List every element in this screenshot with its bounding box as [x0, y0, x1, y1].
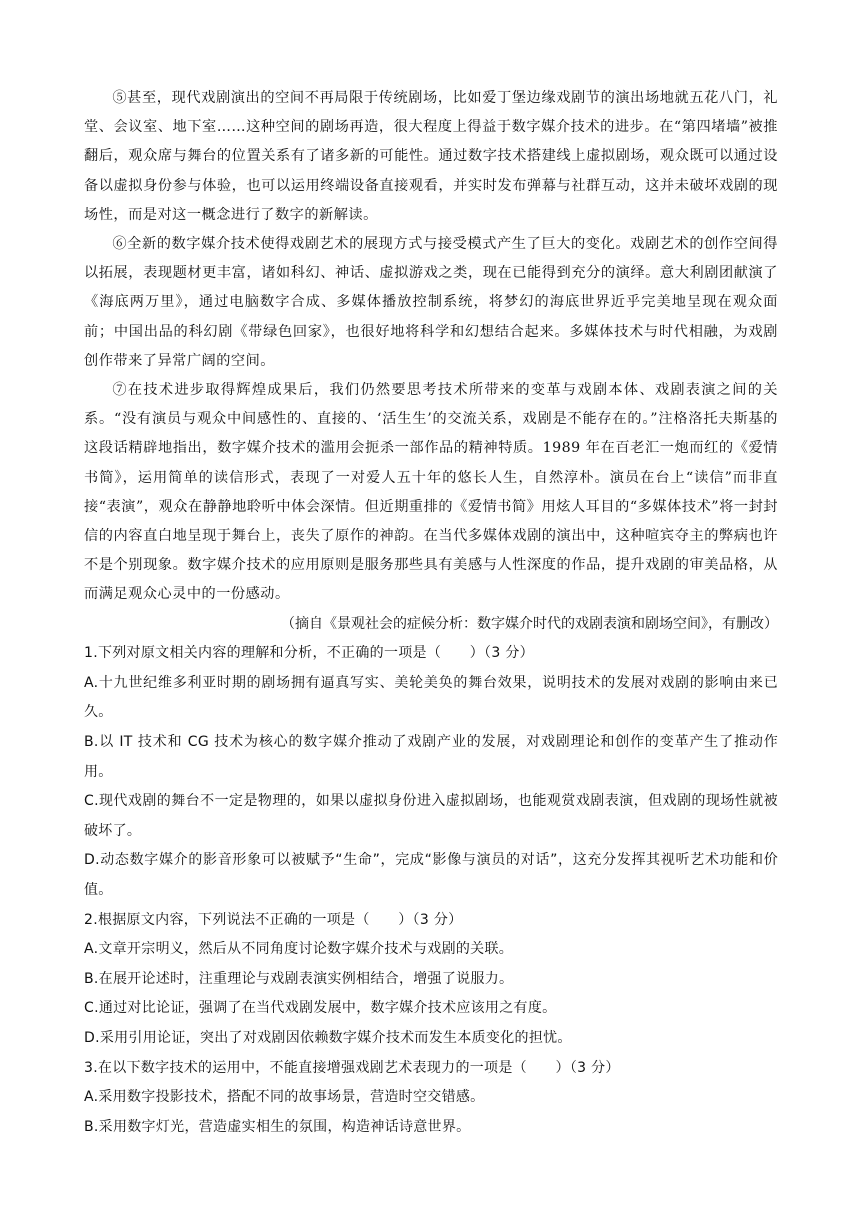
question-1-option-d: D.动态数字媒介的影音形象可以被赋予“生命”，完成“影像与演员的对话”，这充分发挥其视听艺术功能和价值。	[84, 852, 778, 898]
question-2-option-a: A.文章开宗明义，然后从不同角度讨论数字媒介技术与戏剧的关联。	[84, 941, 514, 958]
question-1-stem: 1.下列对原文相关内容的理解和分析，不正确的一项是（ ）（3 分）	[84, 645, 534, 662]
question-1-option-c: C.现代戏剧的舞台不一定是物理的，如果以虚拟身份进入虚拟剧场，也能观赏戏剧表演，但戏剧的现场性就被破坏了。	[84, 793, 778, 839]
question-2-option-d: D.采用引用论证，突出了对戏剧因依赖数字媒介技术而发生本质变化的担忧。	[84, 1029, 572, 1046]
question-2-option-c: C.通过对比论证，强调了在当代戏剧发展中，数字媒介技术应该用之有度。	[84, 1000, 557, 1017]
question-1-option-a: A.十九世纪维多利亚时期的剧场拥有逼真写实、美轮美奂的舞台效果，说明技术的发展对戏剧的影响由来已久。	[84, 674, 778, 721]
source-citation: （摘自《景观社会的症候分析：数字媒介时代的戏剧表演和剧场空间》，有删改）	[281, 615, 778, 632]
question-3-option-b: B.采用数字灯光，营造虚实相生的氛围，构造神话诗意世界。	[84, 1118, 471, 1135]
question-3-stem: 3.在以下数字技术的运用中，不能直接增强戏剧艺术表现力的一项是（ ）（3 分）	[84, 1059, 620, 1076]
question-3-option-a: A.采用数字投影技术，搭配不同的故事场景，营造时空交错感。	[84, 1089, 485, 1106]
question-1-option-b: B.以 IT 技术和 CG 技术为核心的数字媒介推动了戏剧产业的发展，对戏剧理论和创作的变革产生了推动作用。	[84, 734, 778, 780]
document-page	[84, 84, 778, 1142]
question-2-stem: 2.根据原文内容，下列说法不正确的一项是（ ）（3 分）	[84, 911, 463, 928]
paragraph-6: ⑥全新的数字媒介技术使得戏剧艺术的展现方式与接受模式产生了巨大的变化。戏剧艺术的创作空间得以拓展，表现题材更丰富，诸如科幻、神话、虚拟游戏之类，现在已能得到充分的演绎。意大利剧团献演了《海底两万里》，通过电脑数字合成、多媒体播放控制系统，将梦幻的海底世界近乎完美地呈现在观众面前；中国出品的科幻剧《带绿色回家》，也很好地将科学和幻想结合起来。多媒体技术与时代相融，为戏剧创作带来了异常广阔的空间。	[84, 236, 778, 369]
question-2-option-b: B.在展开论述时，注重理论与戏剧表演实例相结合，增强了说服力。	[84, 970, 514, 987]
paragraph-5: ⑤甚至，现代戏剧演出的空间不再局限于传统剧场，比如爱丁堡边缘戏剧节的演出场地就五花八门，礼堂、会议室、地下室……这种空间的剧场再造，很大程度上得益于数字媒介技术的进步。在“第四堵墙”被推翻后，观众席与舞台的位置关系有了诸多新的可能性。通过数字技术搭建线上虚拟剧场，观众既可以通过设备以虚拟身份参与体验，也可以运用终端设备直接观看，并实时发布弹幕与社群互动，这并未破坏戏剧的现场性，而是对这一概念进行了数字的新解读。	[84, 90, 778, 223]
paragraph-7: ⑦在技术进步取得辉煌成果后，我们仍然要思考技术所带来的变革与戏剧本体、戏剧表演之间的关系。“没有演员与观众中间感性的、直接的、‘活生生’的交流关系，戏剧是不能存在的。”注格洛托夫斯基的这段话精辟地指出，数字媒介技术的滥用会扼杀一部作品的精神特质。1989 年在百老汇一炮而红的《爱情书简》，运用简单的读信形式，表现了一对爱人五十年的悠长人生，自然淳朴。演员在台上“读信”而非直接“表演”，观众在静静地聆听中体会深情。但近期重排的《爱情书简》用炫人耳目的“多媒体技术”将一封封信的内容直白地呈现于舞台上，丧失了原作的神韵。在当代多媒体戏剧的演出中，这种喧宾夺主的弊病也许不是个别现象。数字媒介技术的应用原则是服务那些具有美感与人性深度的作品，提升戏剧的审美品格，从而满足观众心灵中的一份感动。	[84, 382, 778, 603]
